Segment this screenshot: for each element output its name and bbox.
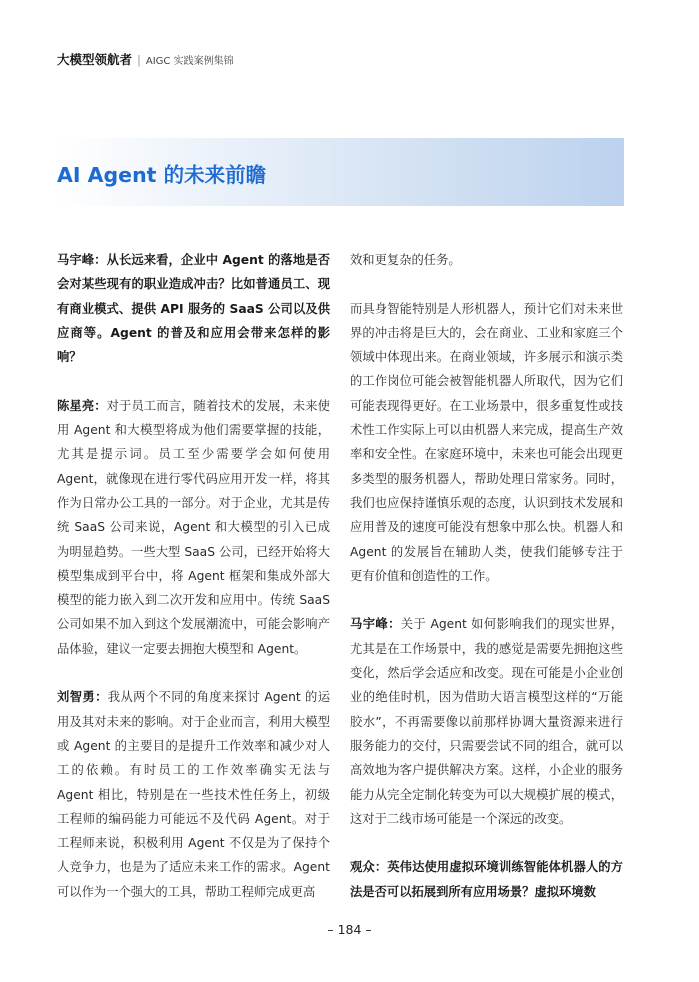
running-header [57, 50, 234, 68]
paragraph [57, 248, 330, 369]
paragraph-text: 而具身智能特别是人形机器人，预计它们对未来世界的冲击将是巨大的，会在商业、工业和家庭三个领域中体现出来。在商业领域，许多展示和演示类的工作岗位可能会被智能机器人所取代，因为它们可能表现得更好。在工业场景中，很多重复性或技术性工作实际上可以由机器人来完成，提高生产效率和安全性。在家庭环境中，未来也可能会出现更多类型的服务机器人，帮助处理日常家务。同时，我们也应保持谨慎乐观的态度，认识到技术发展和应用普及的速度可能没有想象中那么快。机器人和 Agent 的发展旨在辅助人类，使我们能够专注于更有价值和创造性的工作。 [350, 301, 623, 583]
book-title: 大模型领航者 [57, 52, 133, 67]
right-column [350, 248, 623, 904]
paragraph-text: 关于 Agent 如何影响我们的现实世界，尤其是在工作场景中，我的感觉是需要先拥抱这些变化，然后学会适应和改变。现在可能是小企业创业的绝佳时机，因为借助大语言模型这样的“万能胶水”，不再需要像以前那样协调大量资源来进行服务能力的交付，只需要尝试不同的组合，就可以高效地为客户提供解决方案。这样，小企业的服务能力从完全定制化转变为可以大规模扩展的模式，这对于二线市场可能是一个深远的改变。 [350, 617, 623, 826]
paragraph [350, 297, 623, 589]
paragraph [57, 394, 330, 661]
paragraph-text: 英伟达使用虚拟环境训练智能体机器人的方法是否可以拓展到所有应用场景？虚拟环境数 [350, 860, 623, 899]
section-title: AI Agent 的未来前瞻 [57, 163, 267, 187]
book-subtitle: AIGC 实践案例集锦 [145, 56, 234, 67]
paragraph-text: 对于员工而言，随着技术的发展，未来使用 Agent 和大模型将成为他们需要掌握的技能，尤其是提示词。员工至少需要学会如何使用 Agent，就像现在进行零代码应用开发一样，将其作为日常办公工具的一部分。对于企业，尤其是传统 SaaS 公司来说，Agent 和大模型的引入已成为明显趋势。一些大型 SaaS 公司，已经开始将大模型集成到平台中，将 Agent 框架和集成外部大模型的能力嵌入到二次开发和应用中。传统 SaaS 公司如果不加入到这个发展潮流中，可能会影响产品体验，建议一定要去拥抱大模型和 Agent。 [57, 398, 330, 656]
header-separator: | [137, 53, 141, 67]
paragraph [57, 685, 330, 904]
paragraph [350, 612, 623, 831]
speaker-name: 陈星亮： [57, 398, 107, 413]
paragraph-text: 从长远来看，企业中 Agent 的落地是否会对某些现有的职业造成冲击？比如普通员工、现有商业模式、提供 API 服务的 SaaS 公司以及供应商等。Agent 的普及和应用会带来怎样的影响？ [57, 253, 330, 365]
paragraph-text: 我从两个不同的角度来探讨 Agent 的运用及其对未来的影响。对于企业而言，利用大模型或 Agent 的主要目的是提升工作效率和减少对人工的依赖。有时员工的工作效率确实无法与 Agent 相比，特别是在一些技术性任务上，初级工程师的编码能力可能远不及代码 Agent。对于工程师来说，积极利用 Agent 不仅是为了保持个人竞争力，也是为了适应未来工作的需求。Agent 可以作为一个强大的工具，帮助工程师完成更高 [57, 690, 330, 899]
section-banner [57, 138, 624, 206]
paragraph [350, 855, 623, 904]
left-column [57, 248, 330, 904]
paragraph-text: 效和更复杂的任务。 [350, 253, 461, 267]
speaker-name: 刘智勇： [57, 690, 108, 705]
speaker-name: 马宇峰： [350, 617, 401, 632]
speaker-name: 马宇峰： [57, 253, 107, 267]
paragraph [350, 248, 623, 272]
speaker-name: 观众： [350, 860, 388, 875]
page-number: – 184 – [327, 922, 372, 937]
